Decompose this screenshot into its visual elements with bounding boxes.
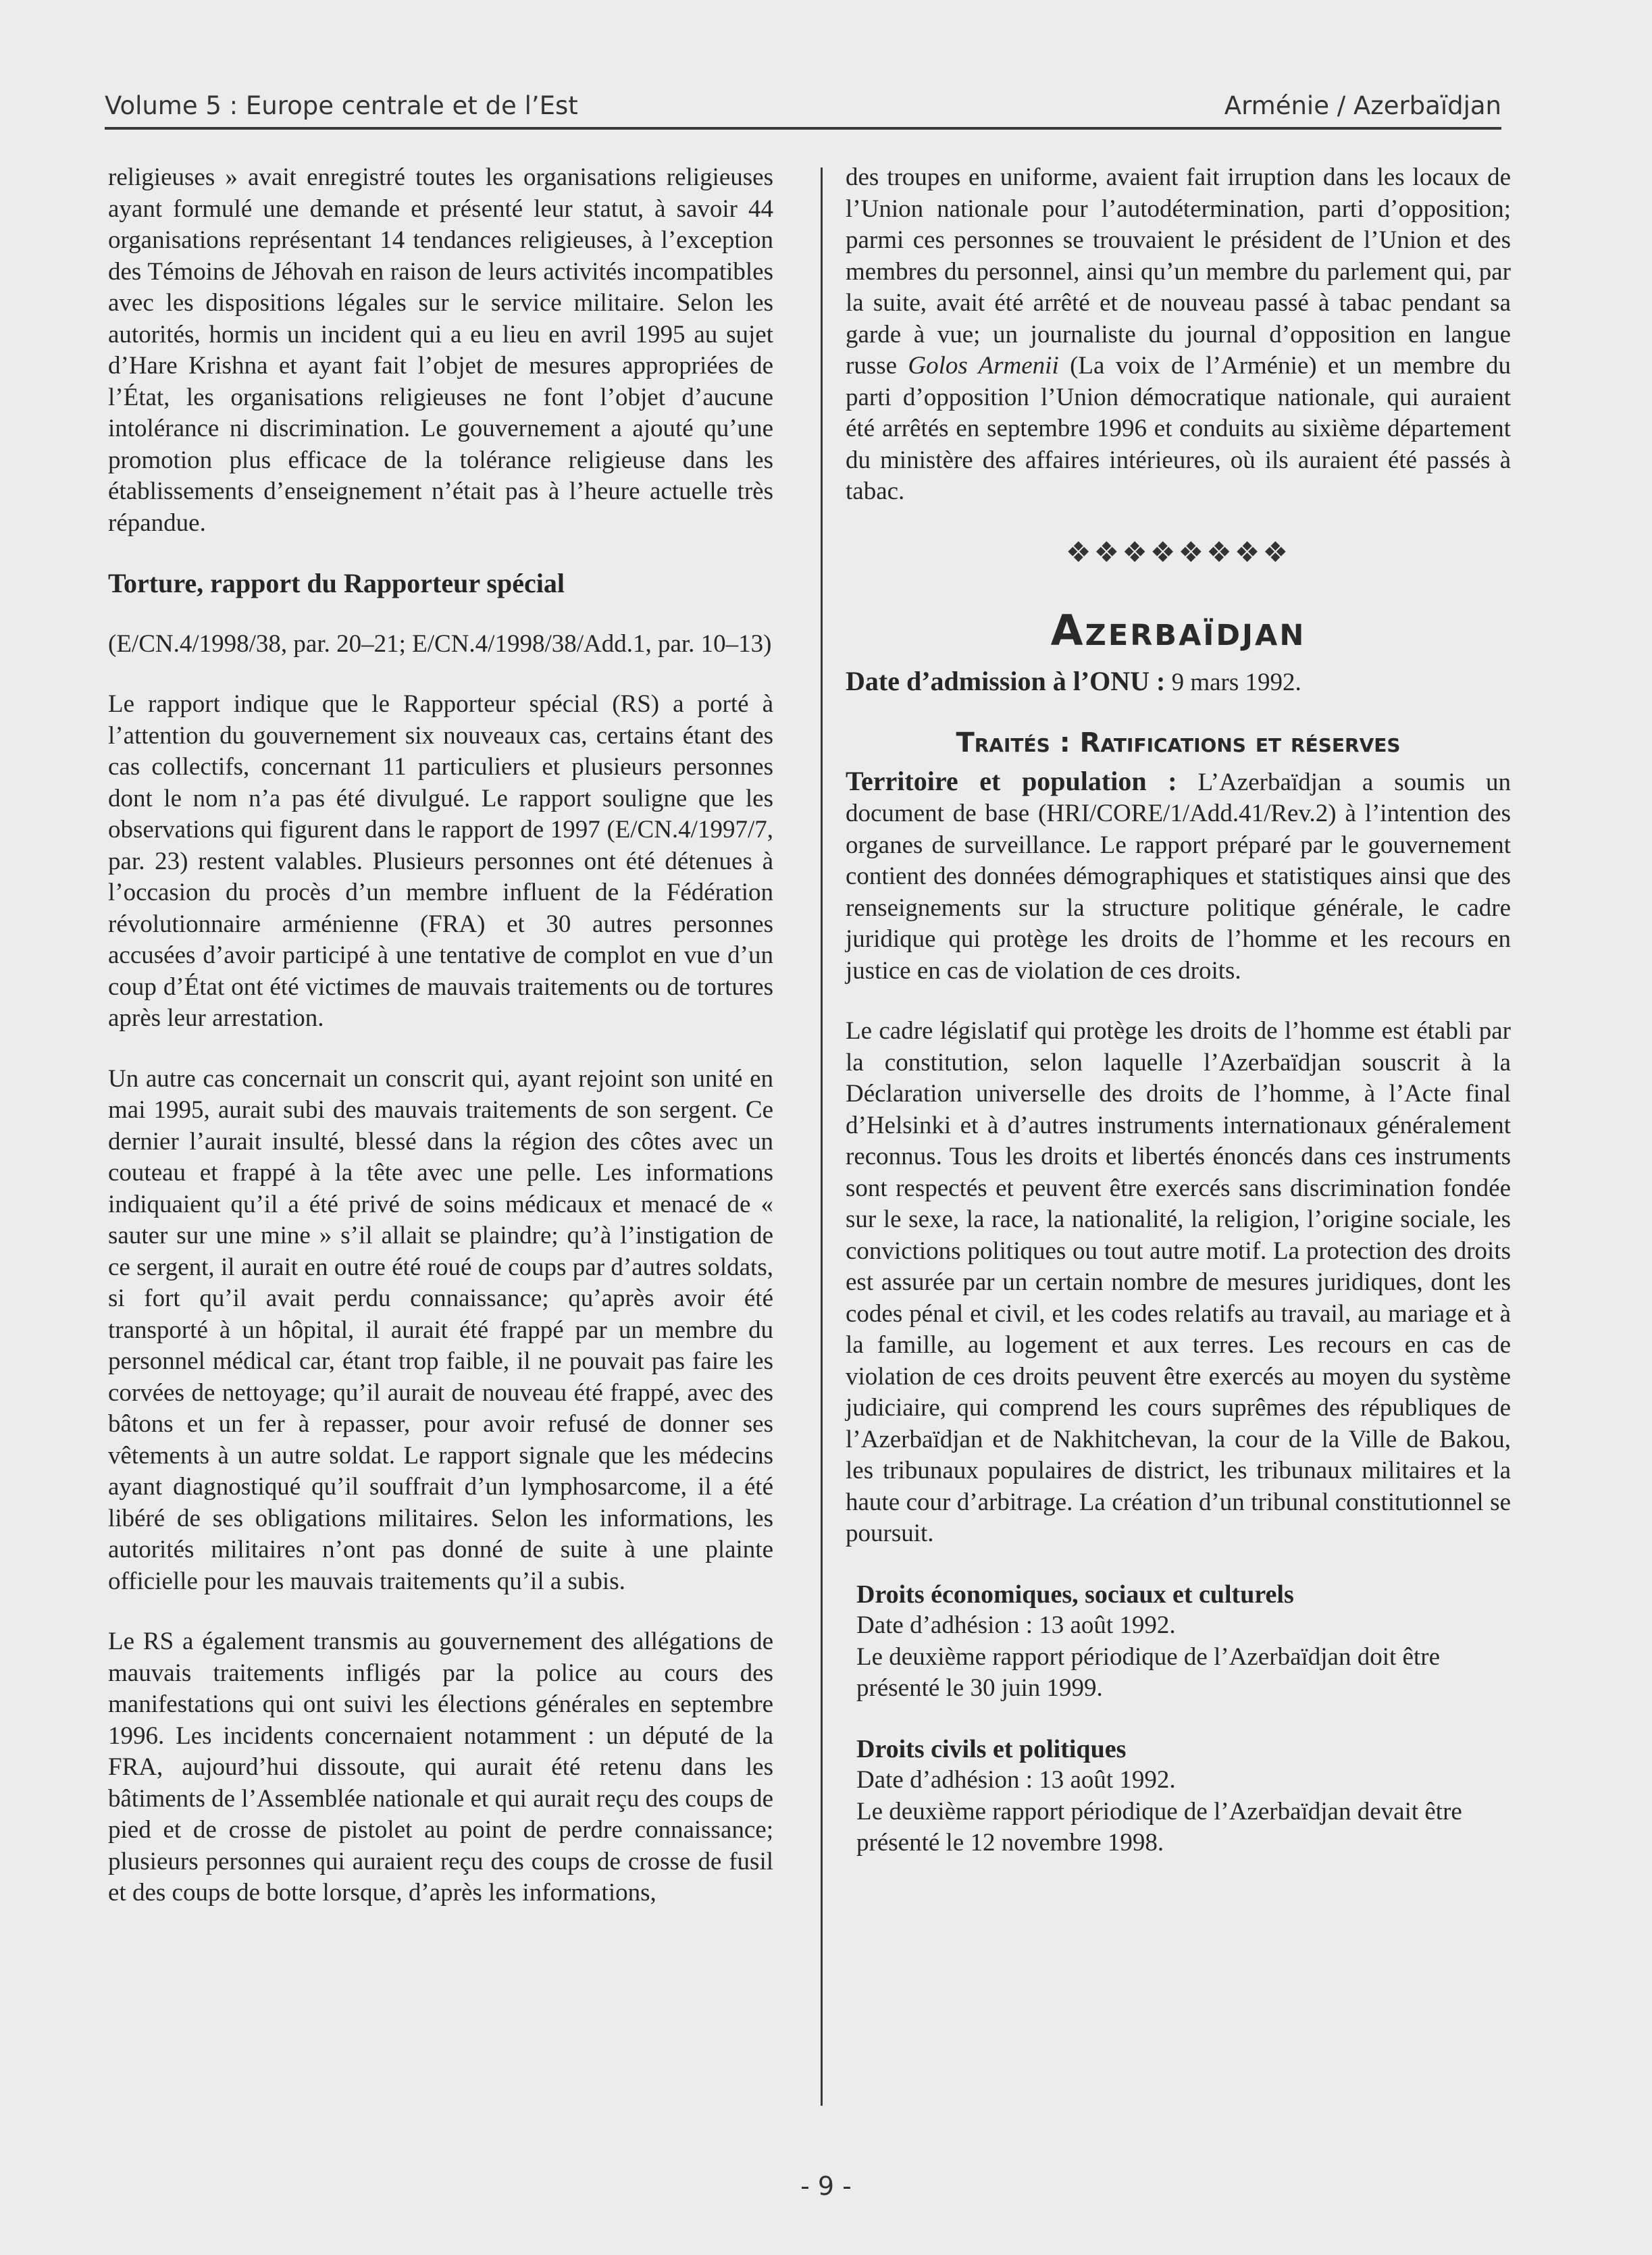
newspaper-title: Golos Armenii bbox=[908, 352, 1059, 380]
page-number: - 9 - bbox=[800, 2171, 852, 2201]
header-country-title: Arménie / Azerbaïdjan bbox=[1224, 91, 1501, 120]
left-column bbox=[108, 162, 773, 1938]
right-column bbox=[846, 162, 1511, 1888]
treaty-date-civil: Date d’adhésion : 13 août 1992. bbox=[856, 1766, 1176, 1794]
paragraph-legal-framework: Le cadre législatif qui protège les droits de l’homme est établi par la constitution, selon laquelle l’Azerbaïdjan souscrit à la Déclaration universelle des droits de l’homme, à l’Acte final d’Helsinki et à d’autres instruments internationaux généralement reconnus. Tous les droits et libertés énoncés dans ces instruments sont respectés et peuvent être exercés sans discrimination fondée sur le sexe, la race, la nationalité, la religion, l’origine sociale, les convictions politiques ou tout autre motif. La protection des droits est assurée par un certain nombre de mesures juridiques, dont les codes pénal et civil, et les codes relatifs au travail, au mariage et à la famille, au logement et aux terres. Les recours en cas de violation de ces droits peuvent être exercés au moyen du système judiciaire, qui comprend les cours suprêmes des républiques de l’Azerbaïdjan et de Nakhitchevan, la cour de la Ville de Bakou, les tribunaux populaires de district, les tribunaux militaires et la haute cour d’arbitrage. La création d’un tribunal constitutionnel se poursuit. bbox=[846, 1017, 1511, 1547]
territory-label: Territoire et population : bbox=[846, 765, 1177, 796]
page-header bbox=[105, 80, 1501, 130]
admission-label: Date d’admission à l’ONU : bbox=[846, 665, 1166, 696]
text-after-italic: (La voix de l’Arménie) et un membre du parti d’opposition l’Union démocratique nationale, qui auraient été arrêtés en septembre 1996 et conduits au sixième département du ministère des affaires intérieures, où ils auraient été passés à tabac. bbox=[846, 352, 1512, 505]
treaty-report-esc: Le deuxième rapport périodique de l’Azerbaïdjan doit être présenté le 30 juin 1999. bbox=[856, 1642, 1440, 1702]
paragraph-torture-report: Le rapport indique que le Rapporteur spécial (RS) a porté à l’attention du gouvernement six nouveaux cas, certains étant des cas collectifs, concernant 11 particuliers et plusieurs personnes dont le nom n’a pas été divulgué. Le rapport souligne que les observations qui figurent dans le rapport de 1997 (E/CN.4/1997/7, par. 23) restent valables. Plusieurs personnes ont été détenues à l’occasion du procès d’un membre influent de la Fédération révolutionnaire arménienne (FRA) et 30 autres personnes accusées d’avoir participé à une tentative de complot en vue d’un coup d’État ont été victimes de mauvais traitements ou de tortures après leur arrestation. bbox=[108, 690, 773, 1032]
country-title: Azerbaïdjan bbox=[1050, 606, 1306, 655]
paragraph-troops-raid bbox=[846, 162, 1511, 508]
treaty-report-civil: Le deuxième rapport périodique de l’Azerbaïdjan devait être présenté le 12 novembre 1998. bbox=[856, 1797, 1462, 1857]
paragraph-conscript-case: Un autre cas concernait un conscrit qui, ayant rejoint son unité en mai 1995, aurait subi des mauvais traitements de son sergent. Ce dernier l’aurait insulté, blessé dans la région des côtes avec un couteau et frappé à la tête avec une pelle. Les informations indiquaient qu’il a été privé de soins médicaux et menacé de « sauter sur une mine » s’il allait se plaindre; qu’à l’instigation de ce sergent, il aurait en outre été roué de coups par d’autres soldats, si fort qu’il avait perdu connaissance; qu’après avoir été transporté à un hôpital, il aurait été frappé par un membre du personnel médical car, étant trop faible, il ne pouvait pas faire les corvées de nettoyage; qu’il aurait de nouveau été frappé, avec des bâtons et un fer à repasser, pour avoir refusé de donner ses vêtements à un autre soldat. Le rapport signale que les médecins ayant diagnostiqué qu’il souffrait d’un lymphosarcome, il a été libéré de ses obligations militaires. Selon les informations, les autorités militaires n’ont pas donné de suite à une plainte officielle pour les mauvais traitements qu’il a subis. bbox=[108, 1064, 773, 1595]
section-title-torture: Torture, rapport du Rapporteur spécial bbox=[108, 568, 565, 598]
treaty-date-esc: Date d’adhésion : 13 août 1992. bbox=[856, 1611, 1176, 1639]
header-volume-title: Volume 5 : Europe centrale et de l’Est bbox=[105, 91, 578, 120]
admission-date bbox=[846, 666, 1511, 699]
ornament-divider: ❖❖❖❖❖❖❖❖ bbox=[1065, 535, 1291, 569]
territory-body: L’Azerbaïdjan a soumis un document de base (HRI/CORE/1/Add.41/Rev.2) à l’intention des organes de surveillance. Le rapport préparé par le gouvernement contient des données démographiques et statistiques ainsi que des renseignements sur la structure politique générale, le cadre juridique qui protège les droits de l’homme et les recours en justice en cas de violation de ces droits. bbox=[846, 768, 1511, 985]
section-reference-torture: (E/CN.4/1998/38, par. 20–21; E/CN.4/1998/38/Add.1, par. 10–13) bbox=[108, 629, 772, 658]
treaties-section-title: Traités : Ratifications et réserves bbox=[956, 727, 1401, 758]
paragraph-territory-population bbox=[846, 766, 1511, 987]
treaty-title-esc: Droits économiques, sociaux et culturels bbox=[856, 1580, 1294, 1609]
treaty-economic-social-cultural bbox=[856, 1579, 1511, 1705]
paragraph-police-allegations: Le RS a également transmis au gouvernement des allégations de mauvais traitements infligés par la police au cours des manifestations qui ont suivi les élections générales en septembre 1996. Les incidents concernaient notamment : un député de la FRA, aujourd’hui dissoute, qui aurait été retenu dans les bâtiments de l’Assemblée nationale et qui aurait reçu des coups de pied et de crosse de pistolet au point de perdre connaissance; plusieurs personnes qui auraient reçu des coups de crosse de fusil et des coups de botte lorsque, d’après les informations, bbox=[108, 1628, 773, 1907]
column-divider bbox=[821, 167, 823, 2106]
paragraph-religious-organizations: religieuses » avait enregistré toutes les organisations religieuses ayant formulé une demande et présenté leur statut, à savoir 44 organisations représentant 14 tendances religieuses, à l’exception des Témoins de Jéhovah en raison de leurs activités incompatibles avec les dispositions légales sur le service militaire. Selon les autorités, hormis un incident qui a eu lieu en avril 1995 au sujet d’Hare Krishna et ayant fait l’objet de mesures appropriées de l’État, les organisations religieuses ne font l’objet d’aucune intolérance ni discrimination. Le gouvernement a ajouté qu’une promotion plus efficace de la tolérance religieuse dans les établissements d’enseignement n’était pas à l’heure actuelle très répandue. bbox=[108, 163, 773, 537]
text-before-italic: des troupes en uniforme, avaient fait irruption dans les locaux de l’Union nationale pour l’autodétermination, parti d’opposition; parmi ces personnes se trouvaient le président de l’Union et des membres du personnel, ainsi qu’un membre du parlement qui, par la suite, avait été arrêté et de nouveau passé à tabac pendant sa garde à vue; un journaliste du journal d’opposition en langue russe bbox=[846, 163, 1511, 380]
treaty-civil-political bbox=[856, 1734, 1511, 1859]
admission-value: 9 mars 1992. bbox=[1165, 668, 1301, 696]
treaty-title-civil: Droits civils et politiques bbox=[856, 1734, 1127, 1763]
